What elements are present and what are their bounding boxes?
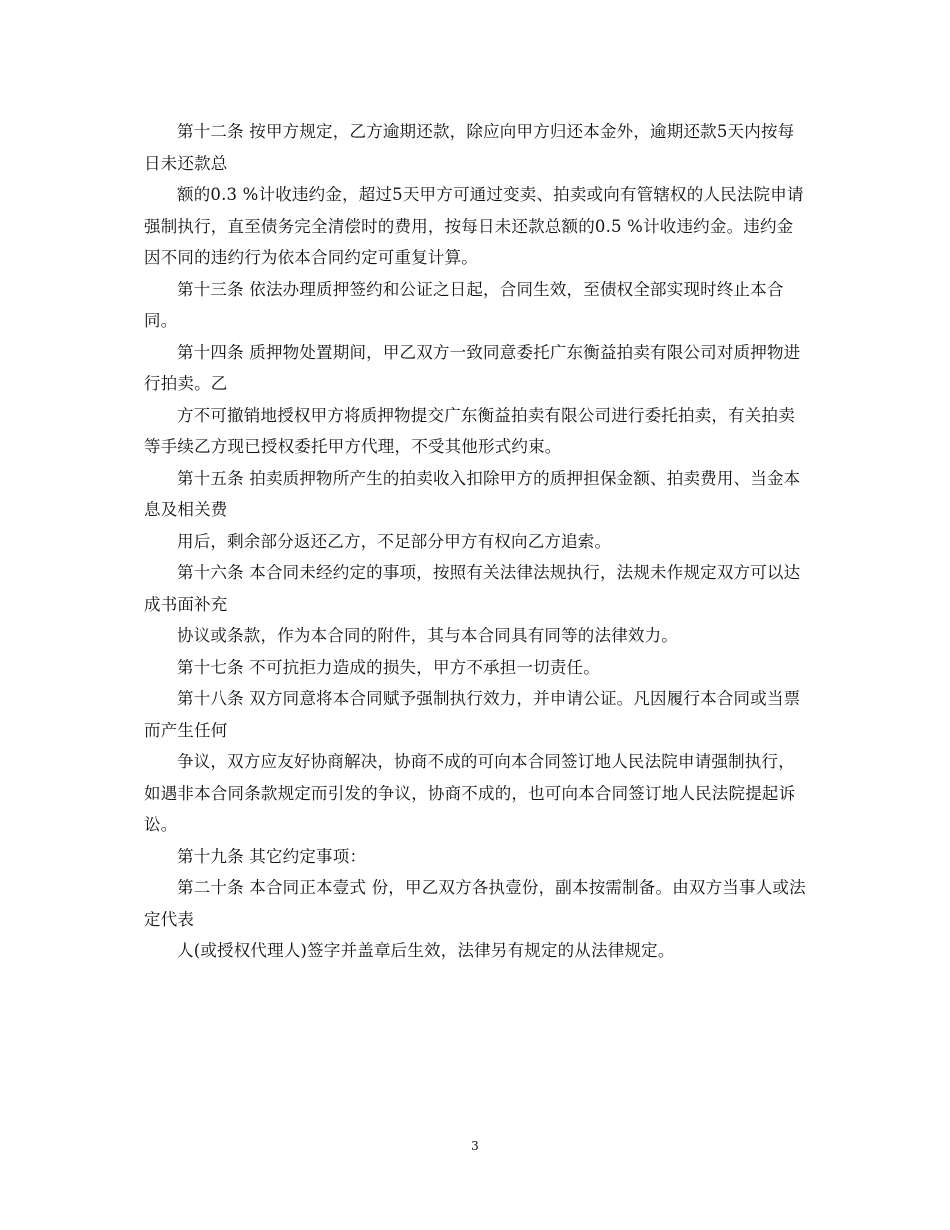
- paragraph-article-17: 第十七条 不可抗拒力造成的损失，甲方不承担一切责任。: [177, 657, 600, 677]
- contract-body: [144, 116, 810, 967]
- paragraph-article-12-continued: 额的0.3 %计收违约金，超过5天甲方可通过变卖、拍卖或向有管辖权的人民法院申请强制执行，直至债务完全清偿时的费用，按每日未还款总额的0.5 %计收违约金。违约金因不同的违约行为依本合同约定可重复计算。: [144, 185, 804, 267]
- paragraph-article-15-continued: 用后，剩余部分返还乙方，不足部分甲方有权向乙方追索。: [177, 531, 612, 551]
- paragraph-article-14-continued: 方不可撤销地授权甲方将质押物提交广东衡益拍卖有限公司进行委托拍卖，有关拍卖等手续乙方现已授权委托甲方代理，不受其他形式约束。: [144, 405, 795, 456]
- paragraph-article-15: 第十五条 拍卖质押物所产生的拍卖收入扣除甲方的质押担保金额、拍卖费用、当金本息及相关费: [144, 468, 801, 519]
- page-number: 3: [471, 1139, 479, 1153]
- paragraph-article-16: 第十六条 本合同未经约定的事项，按照有关法律法规执行，法规未作规定双方可以达成书面补充: [144, 563, 801, 614]
- paragraph-article-16-continued: 协议或条款，作为本合同的附件，其与本合同具有同等的法律效力。: [177, 626, 678, 645]
- paragraph-article-20: 第二十条 本合同正本壹式 份，甲乙双方各执壹份，副本按需制备。由双方当事人或法定代表: [144, 878, 806, 929]
- paragraph-article-12: 第十二条 按甲方规定，乙方逾期还款，除应向甲方归还本金外，逾期还款5天内按每日未还款总: [144, 122, 795, 173]
- paragraph-article-20-continued: 人(或授权代理人)签字并盖章后生效，法律另有规定的从法律规定。: [177, 941, 675, 960]
- paragraph-article-18: 第十八条 双方同意将本合同赋予强制执行效力，并申请公证。凡因履行本合同或当票而产生任何: [144, 689, 801, 740]
- paragraph-article-19: 第十九条 其它约定事项：: [177, 846, 367, 866]
- paragraph-article-18-continued: 争议，双方应友好协商解决，协商不成的可向本合同签订地人民法院申请强制执行，如遇非本合同条款规定而引发的争议，协商不成的，也可向本合同签订地人民法院提起诉讼。: [144, 752, 796, 834]
- paragraph-article-14: 第十四条 质押物处置期间，甲乙双方一致同意委托广东衡益拍卖有限公司对质押物进行拍卖。乙: [144, 342, 801, 393]
- paragraph-article-13: 第十三条 依法办理质押签约和公证之日起，合同生效，至债权全部实现时终止本合同。: [144, 279, 784, 330]
